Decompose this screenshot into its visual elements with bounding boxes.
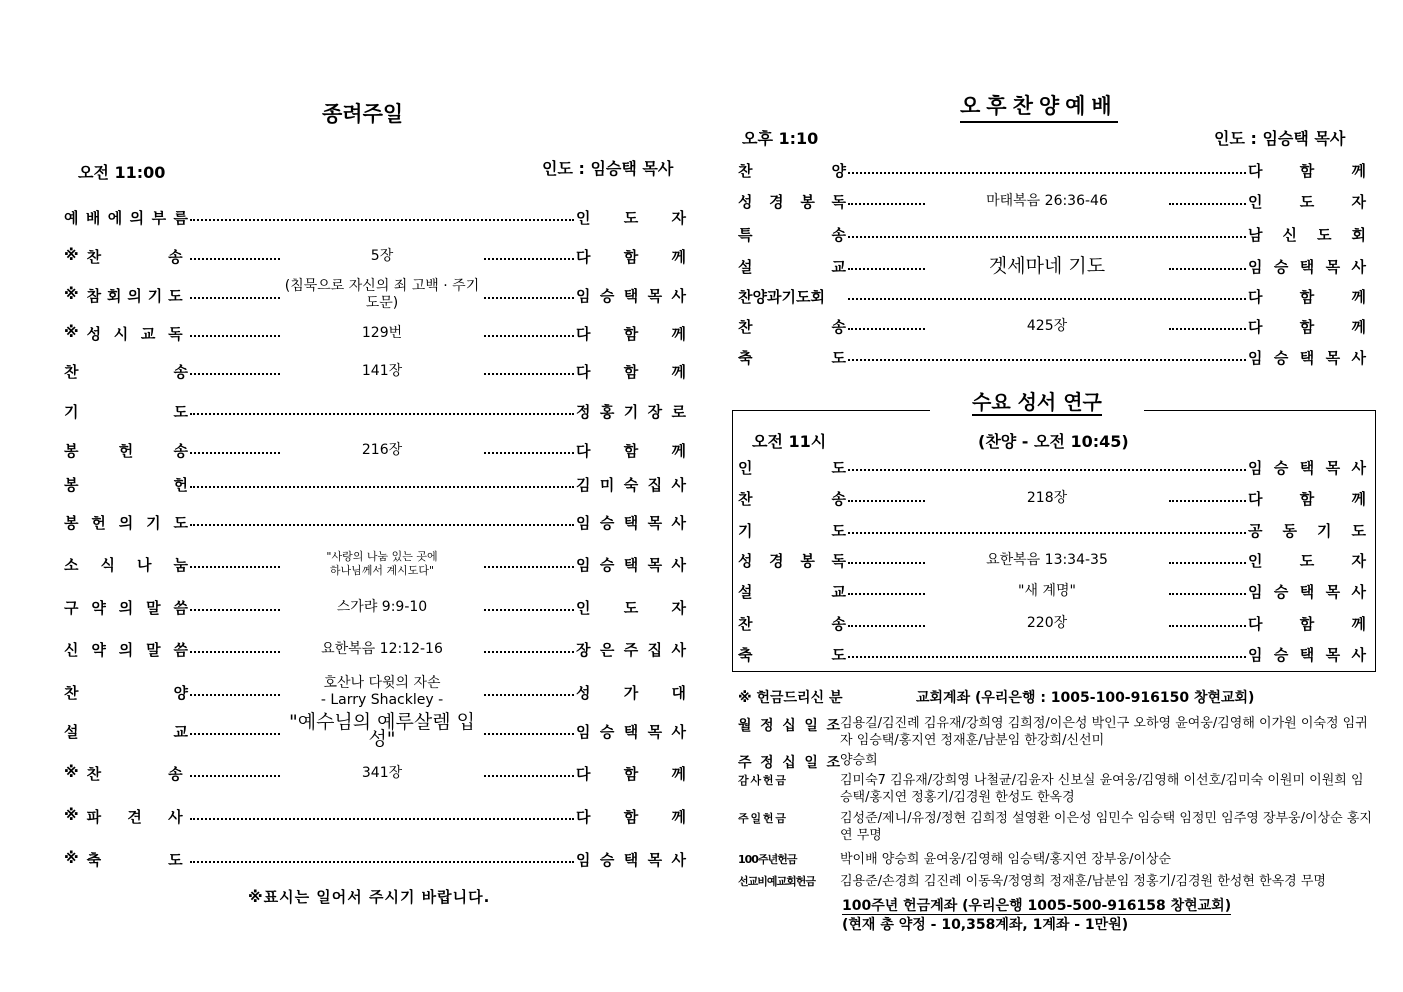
leader-dots — [190, 686, 280, 696]
order-content: 5장 — [370, 247, 394, 264]
offering-category: 감 사 헌 금 — [738, 774, 785, 787]
leader-dots — [848, 461, 1246, 471]
order-leader: 인 도 자 — [576, 208, 686, 227]
order-row — [64, 635, 686, 663]
order-row — [64, 711, 686, 750]
order-leader: 임 승 택 목 사 — [1248, 348, 1366, 367]
offering-category: 주 정 십 일 조 — [738, 755, 840, 771]
order-leader: 장 은 주 집 사 — [576, 640, 686, 659]
order-content: 요한복음 12:12-16 — [321, 640, 443, 657]
order-label: ※ 파 견 사 — [64, 805, 183, 826]
leader-dots — [848, 164, 1246, 174]
order-label: 기 도 — [738, 521, 846, 540]
offering-names: 김미숙7 김유재/강희영 나철균/김윤자 신보실 윤여웅/김영해 이선호/김미숙 이원미 이원희 임승택/홍지연 정홍기/김경원 한성도 한옥경 — [840, 773, 1364, 805]
leader-dots — [190, 767, 280, 777]
order-label: 축 도 — [738, 645, 846, 664]
order-row — [738, 312, 1366, 340]
order-row — [738, 187, 1366, 215]
order-content: 호산나 다윗의 자손 - Larry Shackley - — [320, 675, 444, 708]
offering-category: 월 정 십 일 조 — [738, 718, 840, 734]
order-row — [738, 484, 1366, 512]
order-content: 요한복음 13:34-35 — [986, 551, 1108, 568]
offering-row — [738, 772, 1372, 806]
order-row — [738, 282, 1366, 310]
order-label: ※ 참 회 의 기 도 — [64, 284, 183, 305]
offering-category: 선교비예교회헌금 — [738, 875, 816, 888]
order-leader: 다 함 께 — [1248, 287, 1366, 306]
order-content: 마태복음 26:36-46 — [986, 192, 1108, 209]
order-leader: 임 승 택 목 사 — [1248, 645, 1366, 664]
order-leader: 정 홍 기 장 로 — [576, 402, 686, 421]
wednesday-time: 오전 11시 — [752, 432, 827, 451]
order-row — [64, 845, 686, 873]
order-label: 찬 송 — [738, 489, 846, 508]
order-content: 겟세마네 기도 — [988, 254, 1106, 277]
order-label: ※ 찬 송 — [64, 245, 183, 266]
order-label: 봉 헌 의 기 도 — [64, 513, 188, 532]
leader-dots — [1169, 260, 1246, 270]
order-row — [64, 802, 686, 830]
order-label: 찬양과기도회 — [738, 287, 825, 306]
order-row — [64, 593, 686, 621]
centennial-account — [842, 895, 1231, 915]
offering-row — [738, 873, 1372, 890]
order-content: 218장 — [1026, 489, 1068, 506]
order-label: ※ 찬 송 — [64, 762, 183, 783]
offering-header: ※ 헌금드리신 분 — [738, 690, 843, 706]
wednesday-title — [930, 386, 1144, 415]
offering-names: 양승희 — [840, 753, 878, 768]
order-row — [738, 220, 1366, 248]
order-leader: 다 함 께 — [1248, 161, 1366, 180]
order-leader: 임 승 택 목 사 — [576, 850, 686, 869]
afternoon-leader: 인도 : 임승택 목사 — [1214, 129, 1346, 148]
leader-dots — [848, 492, 925, 502]
offering-names: 박이배 양승희 윤여웅/김영해 임승택/홍지연 장부웅/이상순 — [840, 852, 1172, 867]
order-leader: 다 함 께 — [576, 807, 686, 826]
order-label: 찬 송 — [738, 614, 846, 633]
order-row — [738, 516, 1366, 544]
left-title: 종려주일 — [322, 102, 404, 126]
order-label: 신 약 의 말 씀 — [64, 640, 188, 659]
left-leader: 인도 : 임승택 목사 — [542, 159, 674, 178]
leader-dots — [190, 725, 280, 735]
order-content: 129번 — [361, 324, 403, 341]
order-content: 216장 — [361, 441, 403, 458]
leader-dots — [190, 853, 574, 863]
wednesday-title-text: 수요 성서 연구 — [972, 390, 1102, 414]
order-label: 소 식 나 눔 — [64, 555, 188, 574]
leader-dots — [1169, 195, 1246, 205]
leader-dots — [848, 554, 925, 564]
offering-row — [738, 715, 1372, 749]
leader-dots — [484, 250, 574, 260]
offering-category: 100주년헌금 — [738, 853, 797, 866]
leader-dots — [1169, 585, 1246, 595]
order-label: 기 도 — [64, 402, 188, 421]
order-row — [64, 436, 686, 464]
leader-dots — [848, 524, 1246, 534]
order-leader: 임 승 택 목 사 — [1248, 458, 1366, 477]
order-row — [64, 759, 686, 787]
order-leader: 임 승 택 목 사 — [576, 513, 686, 532]
order-content: (침묵으로 자신의 죄 고백 · 주기도문) — [284, 278, 480, 311]
centennial-account-text: 100주년 헌금계좌 (우리은행 1005-500-916158 창현교회) — [842, 898, 1232, 914]
order-leader: 다 함 께 — [576, 764, 686, 783]
order-leader: 인 도 자 — [1248, 551, 1366, 570]
leader-dots — [190, 289, 280, 299]
order-content: "예수님의 예루살렘 입성" — [288, 711, 475, 750]
order-row — [738, 640, 1366, 668]
church-account: 교회계좌 (우리은행 : 1005-100-916150 창현교회) — [916, 690, 1255, 706]
leader-dots — [190, 810, 574, 820]
leader-dots — [190, 365, 280, 375]
order-leader: 임 승 택 목 사 — [1248, 582, 1366, 601]
order-label: 축 도 — [738, 348, 846, 367]
leader-dots — [1169, 617, 1246, 627]
leader-dots — [848, 320, 925, 330]
order-label: 찬 송 — [738, 317, 846, 336]
order-row — [64, 470, 686, 498]
order-leader: 다 함 께 — [1248, 489, 1366, 508]
offering-category: 주 일 헌 금 — [738, 812, 785, 825]
leader-dots — [190, 643, 280, 653]
order-label: 성 경 봉 독 — [738, 192, 846, 211]
order-row — [64, 319, 686, 347]
order-label: 예 배 에 의 부 름 — [64, 208, 188, 227]
leader-dots — [484, 327, 574, 337]
order-row — [64, 508, 686, 536]
leader-dots — [484, 444, 574, 454]
order-label: 설 교 — [64, 722, 188, 741]
left-time: 오전 11:00 — [78, 163, 166, 182]
order-label: 찬 송 — [64, 362, 188, 381]
leader-dots — [848, 351, 1246, 361]
standing-note: ※표시는 일어서 주시기 바랍니다. — [248, 888, 491, 906]
leader-dots — [190, 444, 280, 454]
order-row — [64, 242, 686, 270]
offering-row — [738, 752, 1372, 772]
leader-dots — [848, 195, 925, 205]
order-content: "사랑의 나눔 있는 곳에 하나님께서 계시도다" — [326, 550, 438, 577]
order-row — [64, 675, 686, 708]
leader-dots — [190, 327, 280, 337]
offering-names: 김성준/제니/유정/정현 김희정 설영환 이은성 임민수 임승택 임정민 임주영 장부웅/이상순 홍지연 무명 — [840, 811, 1372, 843]
leader-dots — [190, 478, 574, 488]
order-row — [738, 453, 1366, 481]
order-content: 220장 — [1026, 614, 1068, 631]
order-row — [738, 343, 1366, 371]
leader-dots — [484, 601, 574, 611]
leader-dots — [1169, 554, 1246, 564]
order-label: 찬 양 — [738, 161, 846, 180]
order-label: 특 송 — [738, 225, 846, 244]
order-row — [64, 397, 686, 425]
leader-dots — [848, 648, 1246, 658]
leader-dots — [190, 211, 574, 221]
afternoon-title: 오후찬양예배 — [960, 90, 1118, 123]
leader-dots — [190, 601, 280, 611]
order-row — [738, 546, 1366, 574]
offering-row — [738, 851, 1372, 868]
offering-names: 김용길/김진례 김유재/강희영 김희정/이은성 박인구 오하영 윤여웅/김영해 이가원 이숙정 임귀자 임승택/홍지연 정재훈/남분임 한강희/신선미 — [840, 716, 1368, 748]
leader-dots — [484, 643, 574, 653]
leader-dots — [484, 365, 574, 375]
leader-dots — [484, 686, 574, 696]
order-leader: 다 함 께 — [576, 362, 686, 381]
order-label: 인 도 — [738, 458, 846, 477]
order-leader: 다 함 께 — [1248, 317, 1366, 336]
order-row — [738, 577, 1366, 605]
leader-dots — [848, 228, 1246, 238]
leader-dots — [190, 558, 280, 568]
order-label: 성 경 봉 독 — [738, 551, 846, 570]
order-label: ※ 축 도 — [64, 848, 183, 869]
leader-dots — [190, 516, 574, 526]
order-leader: 남 신 도 회 — [1248, 225, 1366, 244]
order-row — [64, 550, 686, 578]
leader-dots — [484, 725, 574, 735]
order-label: 찬 양 — [64, 683, 188, 702]
order-row — [64, 278, 686, 311]
order-row — [64, 203, 686, 231]
order-leader: 다 함 께 — [1248, 614, 1366, 633]
order-row — [738, 156, 1366, 184]
order-content: 141장 — [361, 362, 403, 379]
order-leader: 인 도 자 — [1248, 192, 1366, 211]
order-leader: 임 승 택 목 사 — [576, 555, 686, 574]
offering-names: 김용준/손경희 김진례 이동욱/정영희 정재훈/남분임 정홍기/김경원 한성현 한옥경 무명 — [840, 874, 1326, 889]
order-label: 설 교 — [738, 257, 846, 276]
order-content: 스가랴 9:9-10 — [336, 598, 428, 615]
order-leader: 임 승 택 목 사 — [576, 286, 686, 305]
wednesday-praise-time: (찬양 - 오전 10:45) — [978, 432, 1129, 451]
leader-dots — [848, 585, 925, 595]
order-label: 구 약 의 말 씀 — [64, 598, 188, 617]
leader-dots — [484, 558, 574, 568]
order-content: "새 계명" — [1018, 582, 1076, 599]
order-row — [738, 609, 1366, 637]
leader-dots — [484, 767, 574, 777]
order-leader: 인 도 자 — [576, 598, 686, 617]
order-label: 봉 헌 — [64, 475, 188, 494]
order-leader: 다 함 께 — [576, 441, 686, 460]
order-content: 341장 — [361, 764, 403, 781]
order-leader: 다 함 께 — [576, 324, 686, 343]
order-leader: 임 승 택 목 사 — [576, 722, 686, 741]
order-leader: 공 동 기 도 — [1248, 521, 1366, 540]
order-content: 425장 — [1026, 317, 1068, 334]
order-label: ※ 성 시 교 독 — [64, 322, 183, 343]
offering-row — [738, 810, 1372, 844]
order-leader: 성 가 대 — [576, 683, 686, 702]
order-row — [64, 357, 686, 385]
order-label: 설 교 — [738, 582, 846, 601]
order-label: 봉 헌 송 — [64, 441, 188, 460]
leader-dots — [190, 405, 574, 415]
leader-dots — [848, 290, 1246, 300]
centennial-status: (현재 총 약정 - 10,358계좌, 1계좌 - 1만원) — [842, 917, 1129, 933]
leader-dots — [484, 289, 574, 299]
order-leader: 임 승 택 목 사 — [1248, 257, 1366, 276]
leader-dots — [1169, 492, 1246, 502]
leader-dots — [190, 250, 280, 260]
leader-dots — [848, 260, 925, 270]
afternoon-time: 오후 1:10 — [742, 129, 819, 148]
order-leader: 김 미 숙 집 사 — [576, 475, 686, 494]
leader-dots — [1169, 320, 1246, 330]
leader-dots — [848, 617, 925, 627]
order-row — [738, 252, 1366, 280]
order-leader: 다 함 께 — [576, 247, 686, 266]
